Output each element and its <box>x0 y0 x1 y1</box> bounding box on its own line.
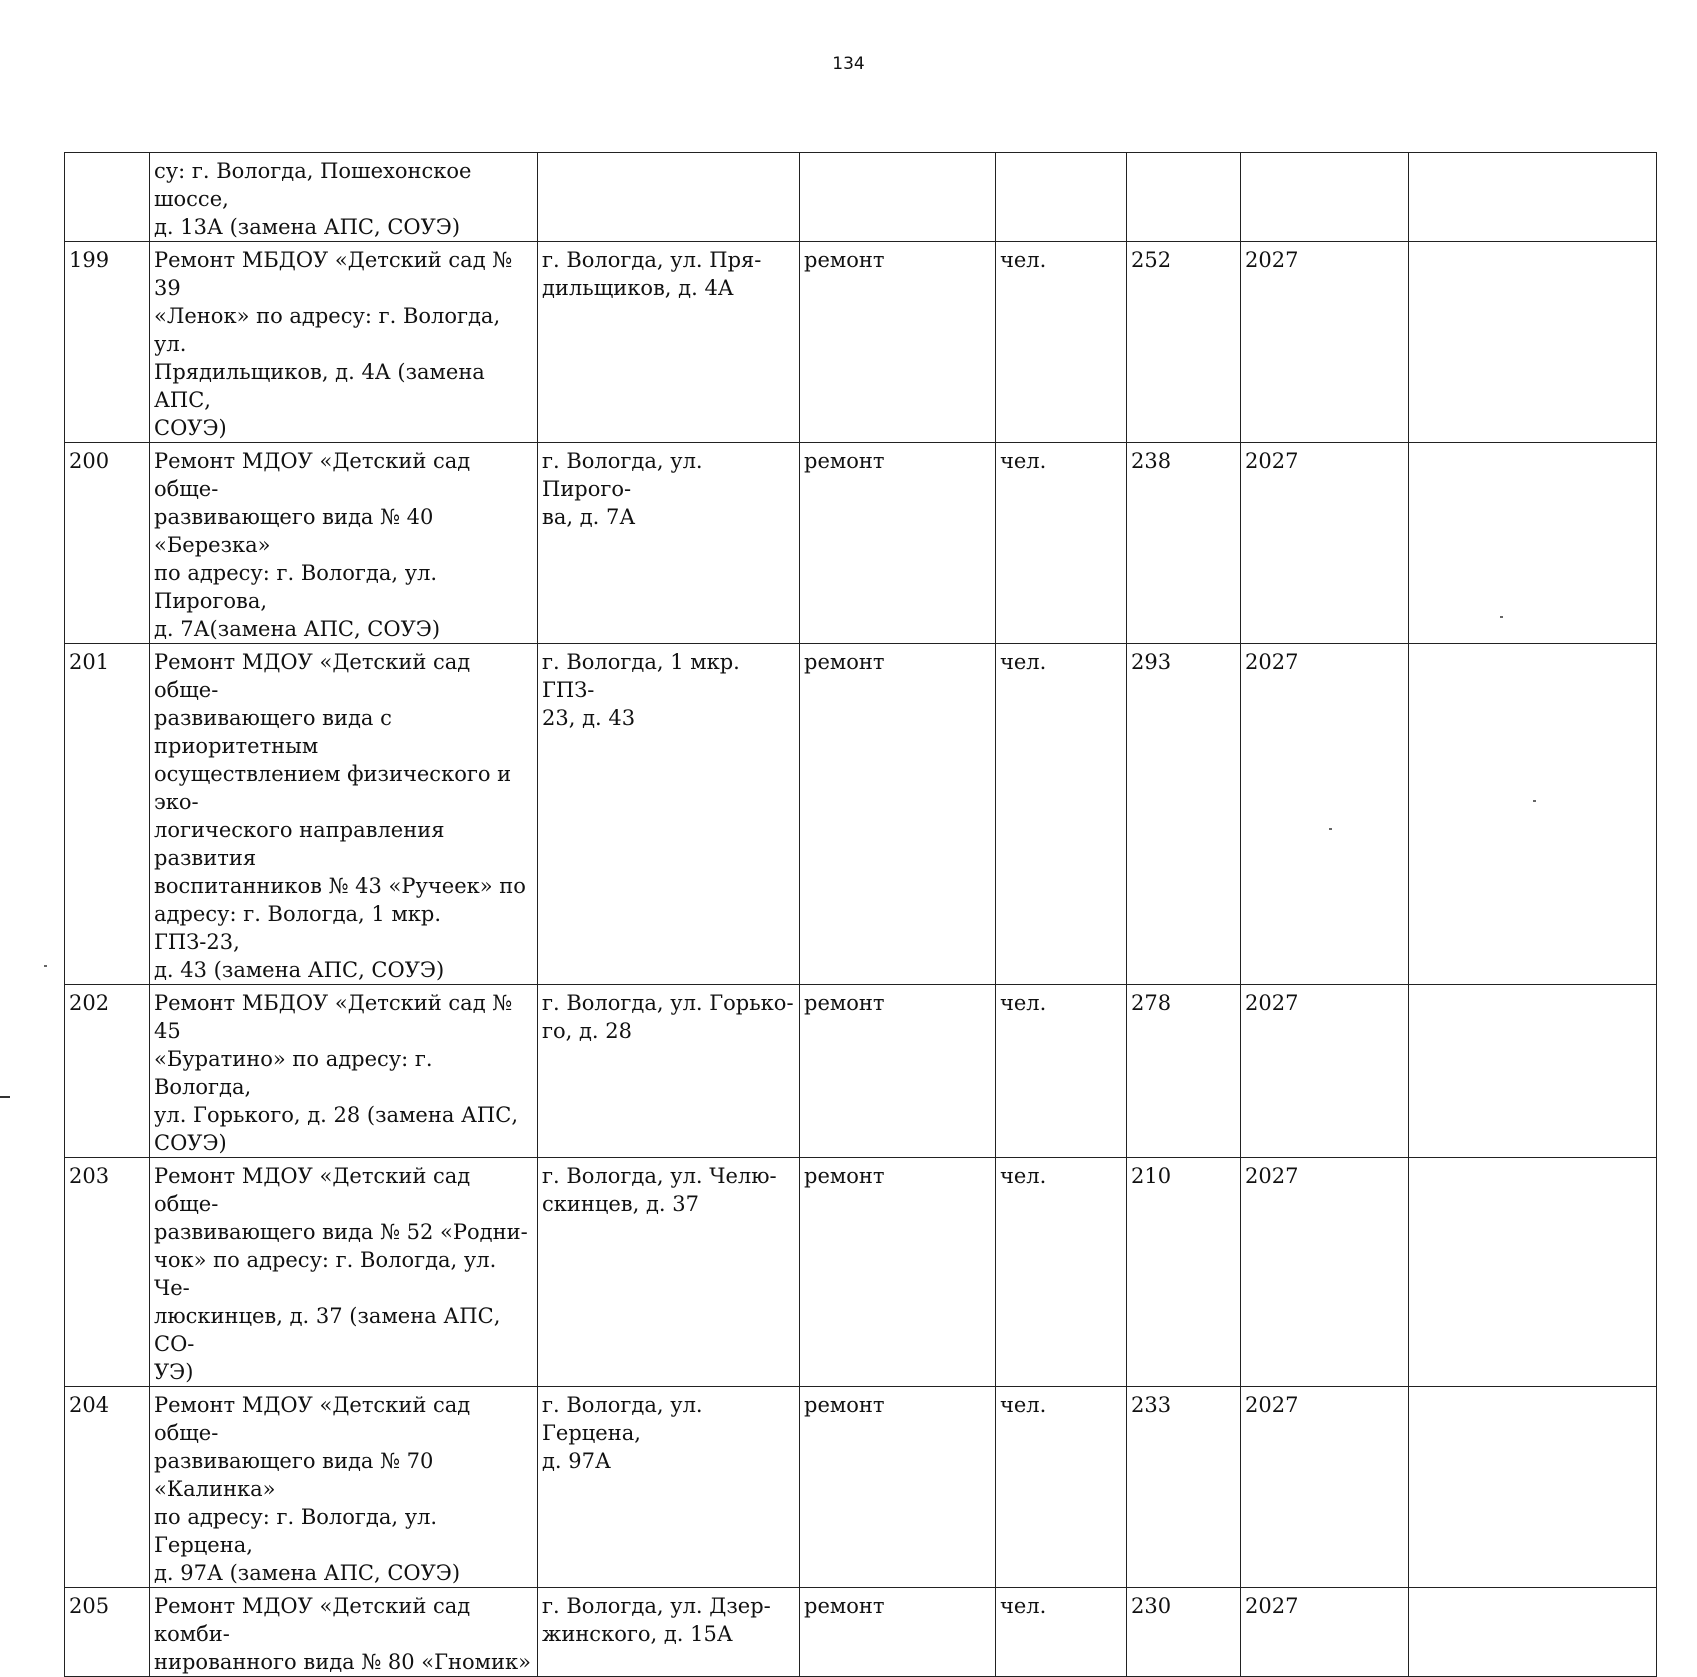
table-row <box>65 443 1657 644</box>
unit-cell <box>996 153 1127 242</box>
unit-cell: чел. <box>996 644 1127 985</box>
object-address-cell: г. Вологда, ул. Челю- скинцев, д. 37 <box>538 1158 800 1387</box>
work-type-cell: ремонт <box>800 1387 996 1588</box>
table-row <box>65 985 1657 1158</box>
row-number-cell: 204 <box>65 1387 150 1588</box>
object-address-cell: г. Вологда, ул. Горько- го, д. 28 <box>538 985 800 1158</box>
note-cell <box>1409 242 1657 443</box>
table-row <box>65 1387 1657 1588</box>
object-name-cell: Ремонт МДОУ «Детский сад обще- развивающего вида с приоритетным осуществлением физического и эко- логического направления развития воспитанников № 43 «Ручеек» по адресу: г. Вологда, 1 мкр. ГПЗ-23, д. 43 (замена АПС, СОУЭ) <box>150 644 538 985</box>
unit-cell: чел. <box>996 985 1127 1158</box>
scan-speck <box>44 965 47 967</box>
unit-cell: чел. <box>996 242 1127 443</box>
capacity-value-cell <box>1127 153 1241 242</box>
object-address-cell <box>538 153 800 242</box>
table-row <box>65 1158 1657 1387</box>
capacity-value-cell: 278 <box>1127 985 1241 1158</box>
work-type-cell: ремонт <box>800 985 996 1158</box>
year-cell: 2027 <box>1241 242 1409 443</box>
object-address-cell: г. Вологда, 1 мкр. ГПЗ- 23, д. 43 <box>538 644 800 985</box>
year-cell: 2027 <box>1241 1588 1409 1677</box>
unit-cell: чел. <box>996 443 1127 644</box>
scan-speck <box>1500 616 1503 618</box>
unit-cell: чел. <box>996 1158 1127 1387</box>
table-row <box>65 644 1657 985</box>
object-address-cell: г. Вологда, ул. Дзер- жинского, д. 15А <box>538 1588 800 1677</box>
table-row <box>65 1588 1657 1677</box>
year-cell <box>1241 153 1409 242</box>
year-cell: 2027 <box>1241 644 1409 985</box>
object-name-cell: Ремонт МДОУ «Детский сад обще- развивающего вида № 70 «Калинка» по адресу: г. Вологда, ул. Герцена, д. 97А (замена АПС, СОУЭ) <box>150 1387 538 1588</box>
object-name-cell: Ремонт МДОУ «Детский сад комби- нированного вида № 80 «Гномик» <box>150 1588 538 1677</box>
scan-speck <box>1329 828 1332 830</box>
work-type-cell: ремонт <box>800 443 996 644</box>
note-cell <box>1409 644 1657 985</box>
work-type-cell: ремонт <box>800 242 996 443</box>
table-row <box>65 153 1657 242</box>
page-number: 134 <box>832 54 865 74</box>
row-number-cell: 200 <box>65 443 150 644</box>
scan-speck <box>1533 800 1536 802</box>
work-type-cell: ремонт <box>800 644 996 985</box>
row-number-cell: 201 <box>65 644 150 985</box>
object-name-cell: су: г. Вологда, Пошехонское шоссе, д. 13А (замена АПС, СОУЭ) <box>150 153 538 242</box>
note-cell <box>1409 443 1657 644</box>
year-cell: 2027 <box>1241 1387 1409 1588</box>
year-cell: 2027 <box>1241 443 1409 644</box>
margin-mark <box>0 1096 10 1098</box>
object-name-cell: Ремонт МБДОУ «Детский сад № 45 «Буратино» по адресу: г. Вологда, ул. Горького, д. 28 (замена АПС, СОУЭ) <box>150 985 538 1158</box>
capacity-value-cell: 230 <box>1127 1588 1241 1677</box>
object-name-cell: Ремонт МДОУ «Детский сад обще- развивающего вида № 52 «Родни- чок» по адресу: г. Вологда, ул. Че- люскинцев, д. 37 (замена АПС, СО- УЭ) <box>150 1158 538 1387</box>
unit-cell: чел. <box>996 1588 1127 1677</box>
year-cell: 2027 <box>1241 1158 1409 1387</box>
row-number-cell: 205 <box>65 1588 150 1677</box>
year-cell: 2027 <box>1241 985 1409 1158</box>
capacity-value-cell: 233 <box>1127 1387 1241 1588</box>
object-address-cell: г. Вологда, ул. Пря- дильщиков, д. 4А <box>538 242 800 443</box>
note-cell <box>1409 1588 1657 1677</box>
note-cell <box>1409 1387 1657 1588</box>
works-table <box>64 152 1657 1677</box>
row-number-cell: 203 <box>65 1158 150 1387</box>
object-name-cell: Ремонт МДОУ «Детский сад обще- развивающего вида № 40 «Березка» по адресу: г. Вологда, ул. Пирогова, д. 7А(замена АПС, СОУЭ) <box>150 443 538 644</box>
capacity-value-cell: 210 <box>1127 1158 1241 1387</box>
work-type-cell: ремонт <box>800 1158 996 1387</box>
capacity-value-cell: 293 <box>1127 644 1241 985</box>
note-cell <box>1409 1158 1657 1387</box>
object-name-cell: Ремонт МБДОУ «Детский сад № 39 «Ленок» по адресу: г. Вологда, ул. Прядильщиков, д. 4А (замена АПС, СОУЭ) <box>150 242 538 443</box>
note-cell <box>1409 153 1657 242</box>
object-address-cell: г. Вологда, ул. Пирого- ва, д. 7А <box>538 443 800 644</box>
work-type-cell <box>800 153 996 242</box>
object-address-cell: г. Вологда, ул. Герцена, д. 97А <box>538 1387 800 1588</box>
row-number-cell <box>65 153 150 242</box>
work-type-cell: ремонт <box>800 1588 996 1677</box>
capacity-value-cell: 252 <box>1127 242 1241 443</box>
row-number-cell: 199 <box>65 242 150 443</box>
row-number-cell: 202 <box>65 985 150 1158</box>
table-row <box>65 242 1657 443</box>
unit-cell: чел. <box>996 1387 1127 1588</box>
note-cell <box>1409 985 1657 1158</box>
capacity-value-cell: 238 <box>1127 443 1241 644</box>
